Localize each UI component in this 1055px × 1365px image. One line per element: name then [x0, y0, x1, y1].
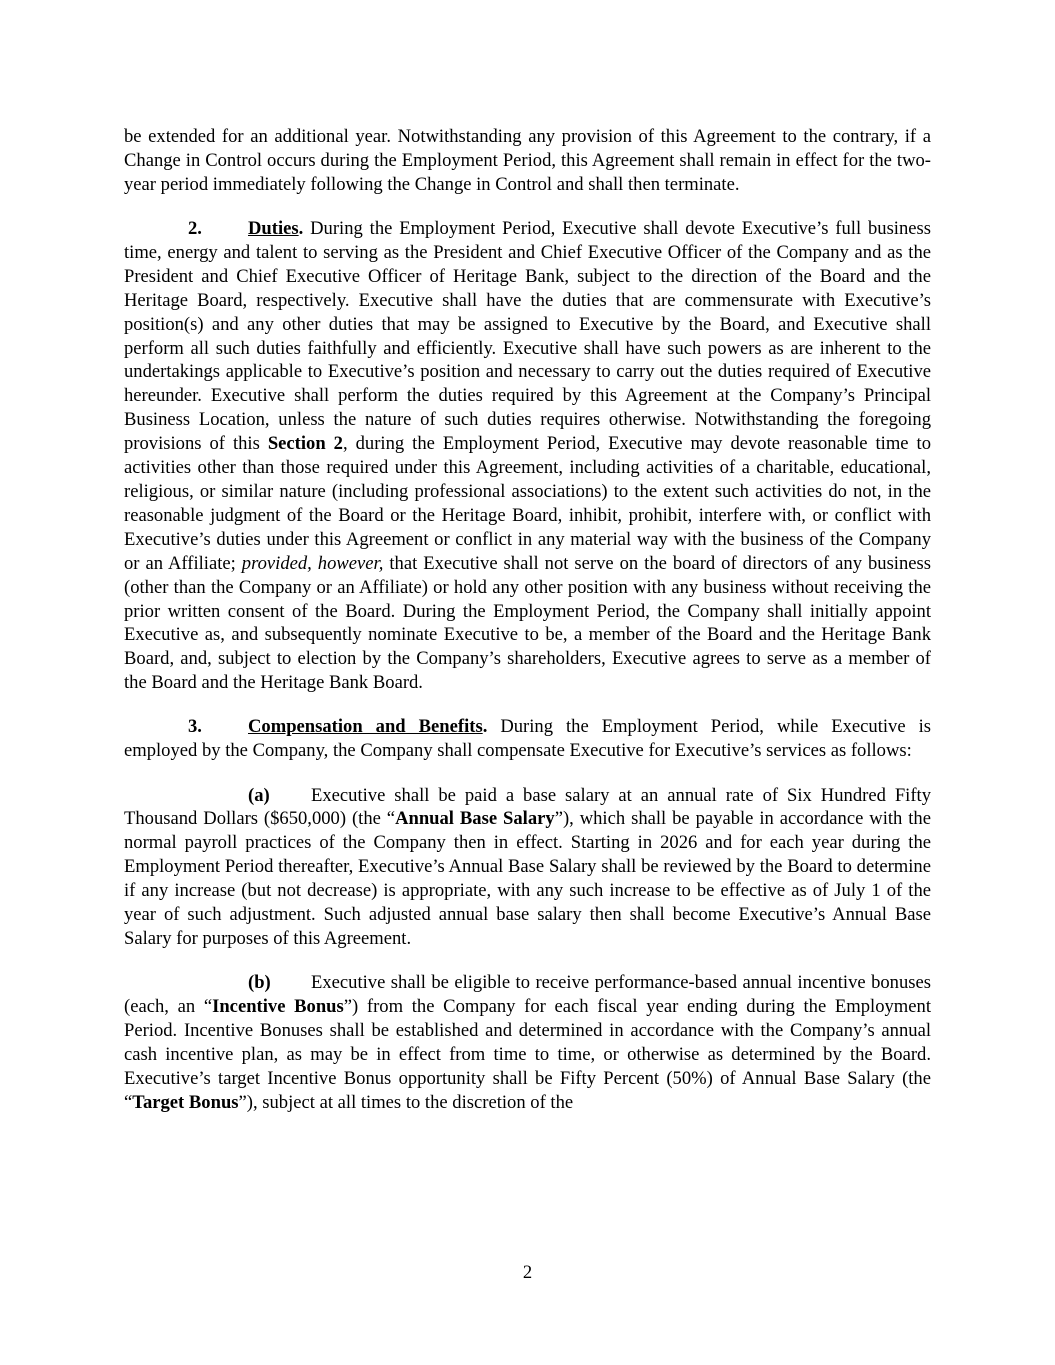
- subsection-text: ”), which shall be payable in accordance with the normal payroll practices of the Company then in effect. Starting in 2026 and for each year during the Employment Period thereafter, Executive’s Annual Base Salary shall be reviewed by the Board to determine if any increase (but not decrease) is appropriate, with any such increase to be effective as of July 1 of the year of such adjustment. Such adjusted annual base salary then shall become Executive’s Annual Base Salary for purposes of this Agreement.: [124, 808, 931, 949]
- section-text: During the Employment Period, while Executive is employed by the Company, the Company shall compensate Executive for Executive’s services as follows:: [124, 716, 931, 762]
- section-3-compensation: [124, 715, 931, 763]
- section-number: 2.: [188, 218, 202, 240]
- section-text: that Executive shall not serve on the board of directors of any business (other than the Company or an Affiliate) or hold any other position with any business without receiving the prior written consent of the Board. During the Employment Period, the Company shall initially appoint Executive as, and subsequently nominate Executive to be, a member of the Board and the Heritage Bank Board, and, subject to election by the Company’s shareholders, Executive agrees to serve as a member of the Board and the Heritage Bank Board.: [124, 552, 931, 694]
- subsection-label: (b): [248, 972, 271, 994]
- section-heading: Duties: [248, 218, 299, 240]
- defined-term: Target Bonus: [132, 1091, 239, 1113]
- subsection-text: ”), subject at all times to the discretion of the: [238, 1091, 574, 1113]
- defined-term: Incentive Bonus: [212, 996, 344, 1018]
- subsection-label: (a): [248, 784, 270, 806]
- defined-term: Annual Base Salary: [395, 808, 555, 830]
- paragraph-term-extension: [124, 125, 931, 197]
- subsection-3b-incentive-bonus: [124, 971, 931, 1114]
- section-text: , during the Employment Period, Executive may devote reasonable time to activities other than those required under this Agreement, including activities of a charitable, educational, religious, or similar nature (including professional associations) to the extent such activities do not, in the reasonable judgment of the Board or the Heritage Board, inhibit, prohibit, interfere with, or conflict with Executive’s duties under this Agreement or conflict in any material way with the business of the Company or an Affiliate;: [124, 433, 932, 574]
- paragraph-text: be extended for an additional year. Notwithstanding any provision of this Agreement to the contrary, if a Change in Control occurs during the Employment Period, this Agreement shall remain in effect for the two-year period immediately following the Change in Control and shall then terminate.: [124, 126, 931, 195]
- document-page: [124, 125, 931, 1135]
- section-heading-period: .: [482, 716, 488, 738]
- subsection-text: Executive shall be paid a base salary at an annual rate of Six Hundred Fifty Thousand Dollars ($650,000) (the “: [124, 784, 931, 830]
- section-heading: Compensation and Benefits: [248, 716, 483, 738]
- section-number: 3.: [188, 716, 202, 738]
- page-number: 2: [522, 1262, 533, 1283]
- section-text: During the Employment Period, Executive shall devote Executive’s full business time, energy and talent to serving as the President and Chief Executive Officer of the Company and as the President and Chief Executive Officer of Heritage Bank, subject to the direction of the Board and the Heritage Board, respectively. Executive shall have the duties that are commensurate with Executive’s position(s) and any other duties that may be assigned to Executive by the Board, and Executive shall perform all such duties faithfully and efficiently. Executive shall have such powers as are inherent to the undertakings applicable to Executive’s position and necessary to carry out the duties required of Executive hereunder. Executive shall perform the duties required by this Agreement at the Company’s Principal Business Location, unless the nature of such duties requires otherwise. Notwithstanding the foregoing provisions of this: [124, 218, 931, 455]
- section-reference: Section 2: [267, 433, 343, 455]
- section-heading-period: .: [298, 218, 304, 240]
- subsection-text: Executive shall be eligible to receive performance-based annual incentive bonuses (each, an “: [124, 972, 931, 1018]
- section-2-duties: [124, 217, 931, 695]
- subsection-text: ”) from the Company for each fiscal year ending during the Employment Period. Incentive Bonuses shall be established and determined in accordance with the Company’s annual cash incentive plan, as may be in effect from time to time, or otherwise as determined by the Board. Executive’s target Incentive Bonus opportunity shall be Fifty Percent (50%) of Annual Base Salary (the “: [124, 996, 931, 1113]
- proviso-text: provided, however,: [241, 552, 384, 574]
- subsection-3a-base-salary: [124, 784, 931, 951]
